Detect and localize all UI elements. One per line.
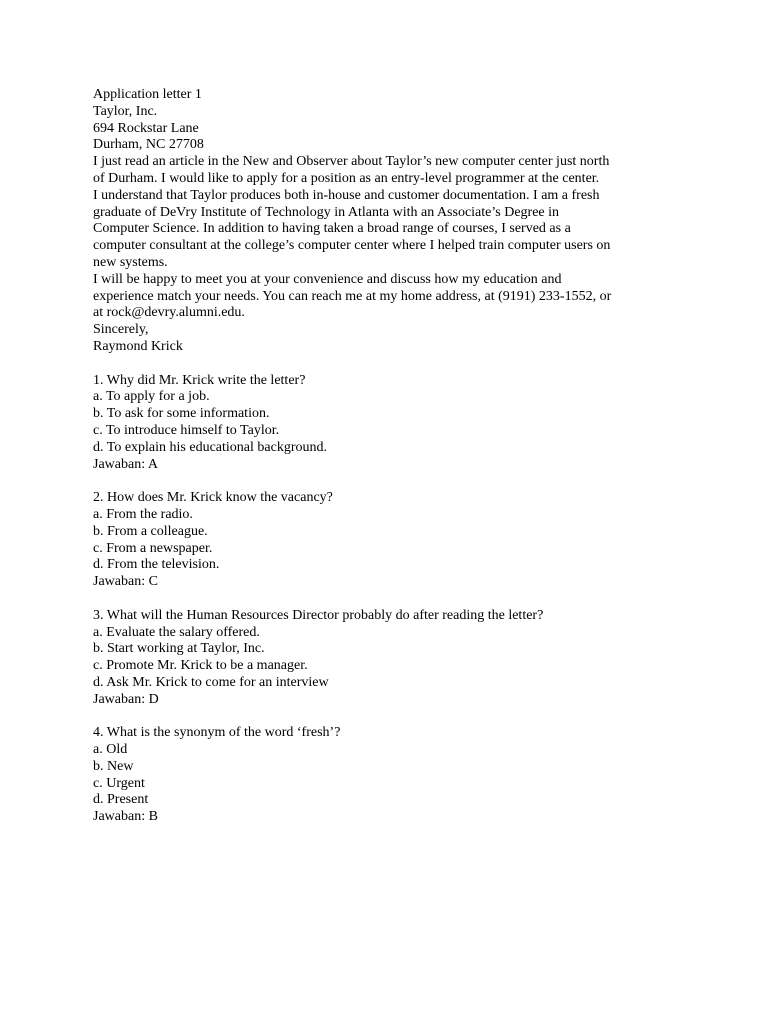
question-text: 1. Why did Mr. Krick write the letter? — [93, 372, 306, 388]
question-block — [93, 373, 673, 474]
paragraph-line: graduate of DeVry Institute of Technology in Atlanta with an Associate’s Degree in — [93, 204, 560, 220]
option: a. From the radio. — [93, 506, 193, 522]
option: d. Ask Mr. Krick to come for an interview — [93, 674, 329, 690]
closing: Sincerely, — [93, 322, 149, 338]
spacer — [93, 591, 673, 608]
address-line: Durham, NC 27708 — [93, 137, 204, 153]
question-block — [93, 608, 673, 709]
spacer — [93, 708, 673, 725]
option: d. From the television. — [93, 557, 220, 573]
address-line: Taylor, Inc. — [93, 103, 158, 119]
option: d. Present — [93, 792, 149, 808]
paragraph-line: I will be happy to meet you at your convenience and discuss how my education and — [93, 271, 562, 287]
option: c. To introduce himself to Taylor. — [93, 422, 280, 438]
paragraph-line: new systems. — [93, 254, 168, 270]
option: b. Start working at Taylor, Inc. — [93, 641, 265, 657]
option: b. From a colleague. — [93, 523, 208, 539]
paragraph-line: of Durham. I would like to apply for a position as an entry-level programmer at the center. — [93, 170, 600, 186]
paragraph-line: experience match your needs. You can reach me at my home address, at (9191) 233-1552, or — [93, 288, 612, 304]
paragraph-line: I just read an article in the New and Observer about Taylor’s new computer center just north — [93, 154, 610, 170]
answer: Jawaban: B — [93, 809, 158, 825]
document-page — [93, 87, 673, 826]
answer: Jawaban: D — [93, 691, 159, 707]
letter — [93, 87, 673, 356]
paragraph-line: computer consultant at the college’s computer center where I helped train computer users on — [93, 238, 611, 254]
question-text: 4. What is the synonym of the word ‘fresh’? — [93, 725, 341, 741]
spacer — [93, 473, 673, 490]
option: c. From a newspaper. — [93, 540, 213, 556]
answer: Jawaban: A — [93, 456, 158, 472]
letter-title: Application letter 1 — [93, 87, 202, 102]
answer: Jawaban: C — [93, 574, 158, 590]
paragraph-line: I understand that Taylor produces both in-house and customer documentation. I am a fresh — [93, 187, 600, 203]
option: c. Promote Mr. Krick to be a manager. — [93, 658, 308, 674]
signature: Raymond Krick — [93, 338, 183, 354]
question-text: 2. How does Mr. Krick know the vacancy? — [93, 490, 333, 506]
paragraph-line: Computer Science. In addition to having taken a broad range of courses, I served as a — [93, 221, 571, 237]
spacer — [93, 356, 673, 373]
option: a. Old — [93, 742, 128, 758]
option: a. Evaluate the salary offered. — [93, 624, 260, 640]
option: a. To apply for a job. — [93, 389, 210, 405]
paragraph-line: at rock@devry.alumni.edu. — [93, 305, 245, 321]
option: b. To ask for some information. — [93, 406, 270, 422]
question-block — [93, 490, 673, 591]
address-line: 694 Rockstar Lane — [93, 120, 199, 136]
question-block — [93, 725, 673, 826]
option: c. Urgent — [93, 775, 145, 791]
question-text: 3. What will the Human Resources Director probably do after reading the letter? — [93, 607, 544, 623]
option: b. New — [93, 758, 134, 774]
option: d. To explain his educational background. — [93, 439, 327, 455]
